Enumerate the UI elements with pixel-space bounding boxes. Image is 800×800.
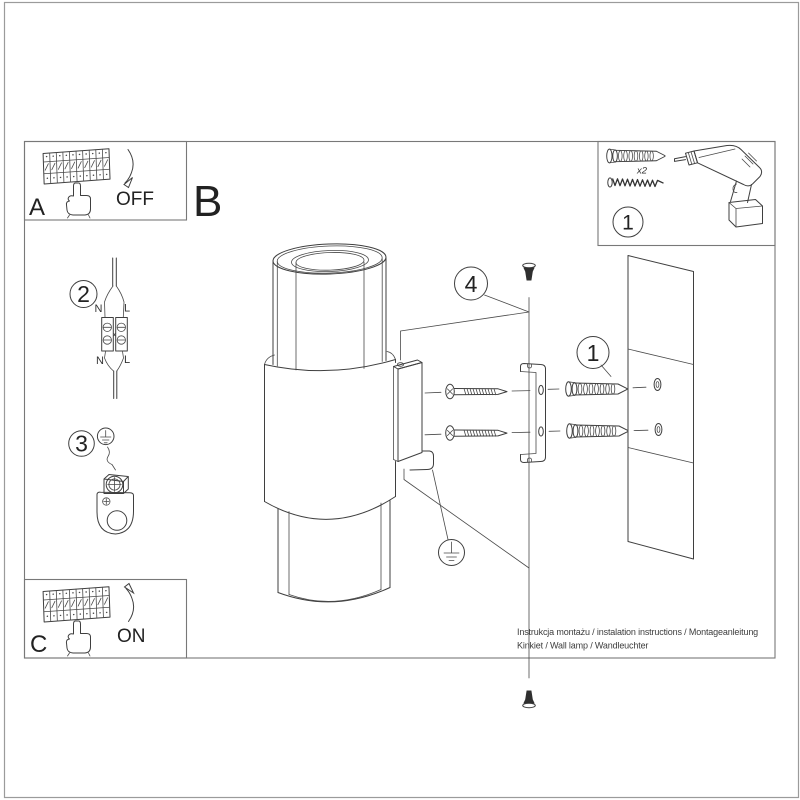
parts-box: [598, 142, 775, 246]
pointing-hand-icon: [66, 183, 90, 218]
pointing-hand-icon: [66, 621, 90, 656]
ground-wire: [107, 447, 115, 470]
terminal-l-bottom: L: [123, 354, 131, 366]
caption-line1: Instrukcja montażu / instalation instructions / Montageanleitung: [517, 627, 759, 637]
terminal-block: [102, 318, 128, 352]
leader-lines-top: [401, 295, 530, 360]
parts-badge: 1: [622, 211, 634, 235]
step-b-label: B: [193, 177, 223, 226]
screw-icon: [608, 178, 664, 187]
earth-symbol-icon: [439, 540, 465, 566]
machine-screw-bottom: [523, 691, 536, 708]
cable-top: [113, 258, 117, 286]
plugs-badge: 1: [586, 340, 600, 366]
wall-plug-top: [566, 382, 627, 396]
leader-lines-bottom: [404, 469, 529, 568]
mount-plate-part: [97, 492, 134, 534]
back-mount-plate: [394, 360, 434, 470]
wood-screw-bottom: [446, 426, 507, 441]
plug-guide-dashes: [633, 387, 648, 430]
step-c-box: [25, 580, 187, 659]
ground-terminal: [104, 475, 128, 494]
terminal-l-top: L: [123, 302, 131, 315]
breaker-panel-icon: [43, 149, 110, 184]
terminal-n-top: N: [94, 303, 103, 315]
screws-badge: 4: [464, 271, 478, 297]
step-c-label: C: [30, 631, 48, 658]
arrow-up-icon: [125, 584, 134, 622]
plug-quantity: x2: [636, 165, 648, 177]
ground-badge: 3: [75, 430, 88, 457]
off-label: OFF: [116, 189, 154, 210]
drill-icon: [675, 145, 763, 227]
wall-plug-icon: [607, 149, 665, 163]
step-a-box: [25, 142, 187, 222]
wall-panel: [628, 256, 694, 560]
earth-symbol-icon: [97, 428, 114, 445]
step-a-label: A: [29, 194, 46, 221]
wiring-badge: 2: [77, 281, 90, 307]
wires-bottom: [105, 352, 124, 372]
on-label: ON: [117, 626, 146, 647]
plugs-badge-leader: [601, 365, 611, 377]
wires-top: [105, 286, 125, 317]
center-band: [265, 352, 396, 520]
caption-line2: Kinkiet / Wall lamp / Wandleuchter: [517, 640, 649, 651]
caption-block: [517, 627, 758, 651]
upper-glass-tube: [273, 242, 387, 370]
grounding-diagram: [69, 428, 134, 534]
main-border: [25, 142, 776, 659]
machine-screw-top: [523, 263, 536, 280]
cable-bottom: [114, 371, 117, 399]
terminal-n-bottom: N: [96, 355, 104, 367]
lower-glass-tube: [278, 501, 390, 602]
plate-step: [410, 451, 434, 470]
wood-screw-top: [446, 384, 507, 399]
breaker-panel-icon: [43, 587, 110, 622]
wall-bracket: [521, 364, 546, 463]
outer-frame: [5, 3, 799, 798]
wall-lamp: [265, 242, 434, 602]
arrow-down-icon: [124, 150, 133, 188]
wall-plug-bottom: [567, 424, 628, 438]
wiring-diagram: [70, 258, 130, 399]
ground-leader: [433, 470, 449, 540]
